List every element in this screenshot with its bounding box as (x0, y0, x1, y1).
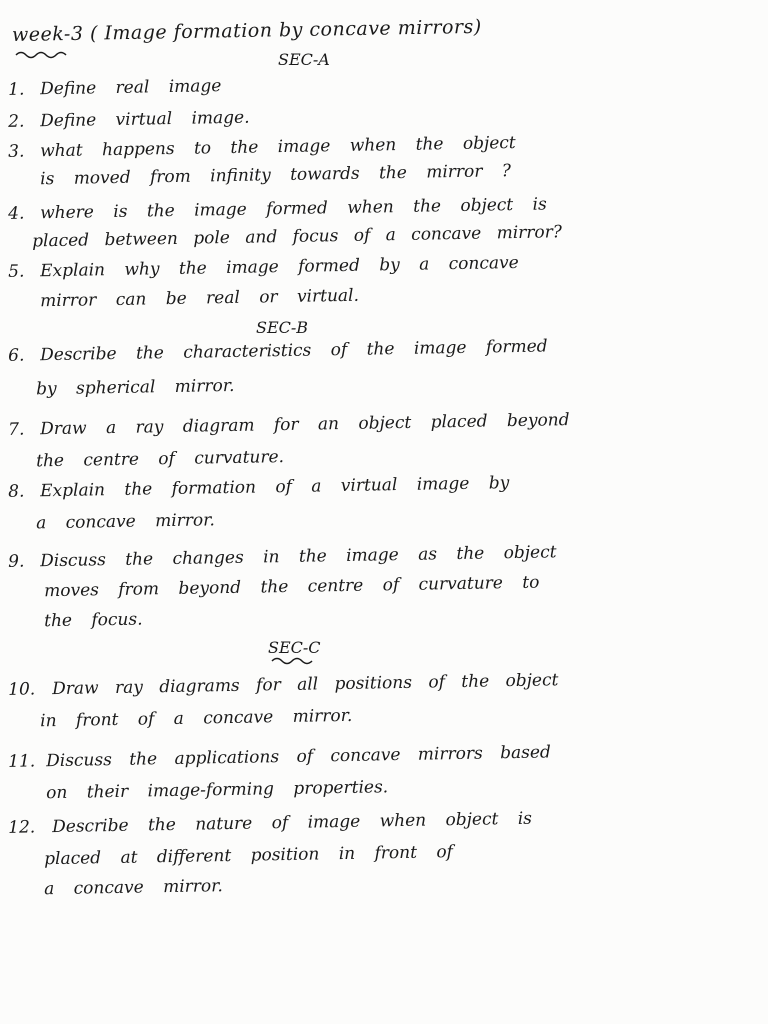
page-title: week-3 ( Image formation by concave mirrors) (11, 15, 482, 46)
sec-c-underline-squiggle (270, 656, 320, 666)
question-text: Explain why the image formed by a concave (39, 252, 519, 282)
question-number: 8. (7, 481, 25, 502)
section-heading-a: SEC-A (278, 50, 330, 69)
question-number: 3. (7, 141, 25, 162)
question-text: on their image-forming properties. (45, 777, 389, 804)
question-text: what happens to the image when the object (39, 133, 516, 162)
question-text: placed at different position in front of (43, 842, 454, 870)
question-number: 4. (7, 203, 25, 224)
question-text: the centre of curvature. (35, 447, 285, 472)
question-text: the focus. (43, 609, 143, 632)
question-text: in front of a concave mirror. (39, 705, 353, 732)
question-text: moves from beyond the centre of curvature to (43, 572, 540, 602)
question-number: 12. (7, 817, 36, 838)
section-heading-c: SEC-C (268, 638, 321, 657)
question-text: Define real image (39, 76, 222, 100)
question-text: where is the image formed when the object is (39, 194, 547, 224)
question-number: 5. (7, 261, 25, 282)
question-text: mirror can be real or virtual. (39, 285, 360, 312)
question-text: Describe the characteristics of the image formed (39, 336, 548, 366)
question-text: by spherical mirror. (35, 375, 235, 400)
question-text: Define virtual image. (39, 107, 250, 132)
question-text: placed between pole and focus of a concave mirror? (31, 222, 563, 252)
question-text: is moved from infinity towards the mirror ? (39, 161, 512, 190)
section-heading-b: SEC-B (256, 318, 309, 337)
question-text: Explain the formation of a virtual image by (39, 473, 510, 502)
question-number: 11. (7, 751, 36, 772)
question-number: 6. (7, 345, 25, 366)
title-underline-squiggle (14, 50, 74, 60)
question-text: Discuss the changes in the image as the object (39, 542, 557, 572)
question-text: Draw a ray diagram for an object placed beyond (39, 410, 570, 440)
question-number: 10. (7, 679, 36, 700)
question-text: a concave mirror. (35, 510, 216, 534)
question-number: 7. (7, 419, 25, 440)
question-text: Describe the nature of image when object is (51, 808, 533, 838)
question-text: a concave mirror. (43, 876, 224, 900)
question-number: 1. (7, 79, 25, 100)
question-number: 9. (7, 551, 25, 572)
question-number: 2. (7, 111, 25, 132)
question-text: Draw ray diagrams for all positions of the object (51, 670, 559, 700)
question-text: Discuss the applications of concave mirrors based (45, 742, 551, 772)
